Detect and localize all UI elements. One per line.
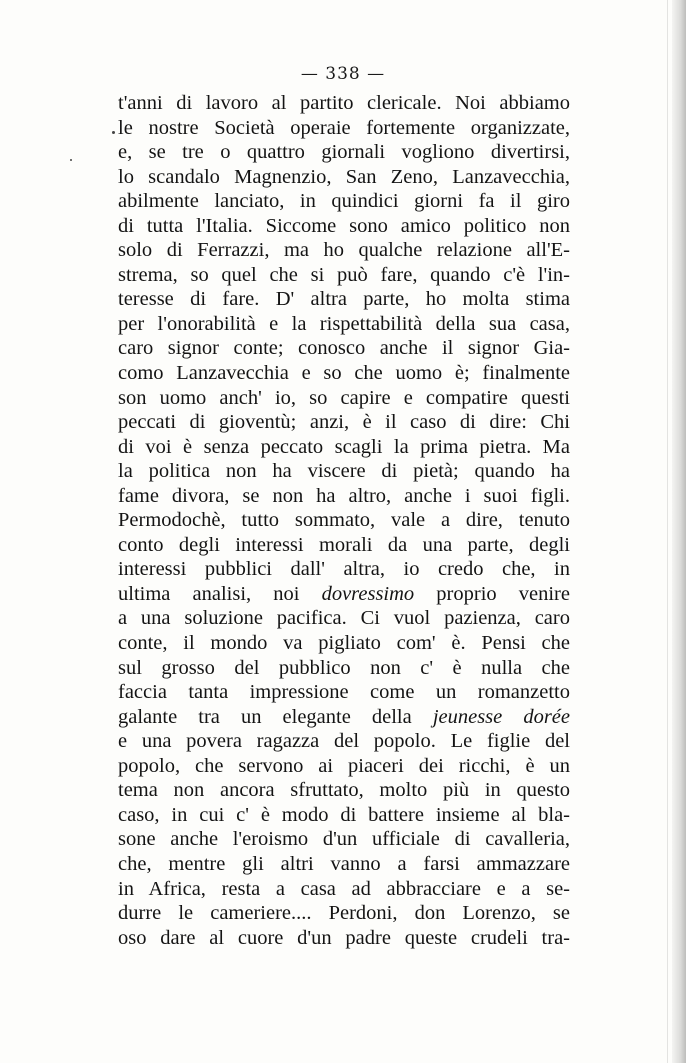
text-segment: son uomo anch' io, so capire e compatire questi bbox=[118, 386, 570, 409]
text-segment: lo scandalo Magnenzio, San Zeno, Lanzavecchia, bbox=[118, 165, 570, 188]
text-line bbox=[118, 214, 570, 239]
text-segment: strema, so quel che si può fare, quando c'è l'in- bbox=[118, 263, 570, 286]
text-line bbox=[118, 680, 570, 705]
text-segment: galante tra un elegante della bbox=[118, 705, 433, 728]
text-segment: solo di Ferrazzi, ma ho qualche relazione all'E- bbox=[118, 239, 570, 262]
text-line bbox=[118, 336, 570, 361]
text-segment: conte, il mondo va pigliato com' è. Pensi che bbox=[118, 632, 570, 655]
text-segment: di tutta l'Italia. Siccome sono amico politico non bbox=[118, 214, 570, 237]
text-segment: caso, in cui c' è modo di battere insieme al bla- bbox=[118, 803, 570, 826]
text-line bbox=[118, 91, 570, 116]
text-segment: che, mentre gli altri vanno a farsi ammazzare bbox=[118, 852, 570, 875]
text-line bbox=[118, 508, 570, 533]
text-line bbox=[118, 484, 570, 509]
text-line bbox=[118, 533, 570, 558]
page-fold-line bbox=[667, 0, 668, 1063]
text-segment: in Africa, resta a casa ad abbracciare e a se- bbox=[118, 877, 570, 900]
text-segment: a una soluzione pacifica. Ci vuol pazienza, caro bbox=[118, 607, 570, 630]
text-line bbox=[118, 803, 570, 828]
body-text bbox=[118, 91, 570, 950]
text-segment: e una povera ragazza del popolo. Le figlie del bbox=[118, 730, 570, 753]
text-segment: peccati di gioventù; anzi, è il caso di dire: Chi bbox=[118, 411, 570, 434]
text-line bbox=[118, 386, 570, 411]
text-segment: faccia tanta impressione come un romanzetto bbox=[118, 681, 570, 704]
ink-speck bbox=[70, 159, 72, 161]
text-segment: fame divora, se non ha altro, anche i suoi figli. bbox=[118, 484, 570, 507]
text-line bbox=[118, 410, 570, 435]
text-segment: ultima analisi, noi bbox=[118, 582, 322, 605]
text-segment: le nostre Società operaie fortemente organizzate, bbox=[118, 116, 570, 139]
text-segment: oso dare al cuore d'un padre queste crudeli tra- bbox=[118, 926, 570, 949]
ink-speck bbox=[112, 131, 115, 134]
text-segment: interessi pubblici dall' altra, io credo che, in bbox=[118, 558, 570, 581]
text-line bbox=[118, 140, 570, 165]
text-line bbox=[118, 459, 570, 484]
text-segment: durre le cameriere.... Perdoni, don Lorenzo, se bbox=[118, 902, 570, 925]
text-segment: sone anche l'eroismo d'un ufficiale di cavalleria, bbox=[118, 828, 570, 851]
text-line bbox=[118, 312, 570, 337]
text-line bbox=[118, 877, 570, 902]
italic-text-segment: dovressimo bbox=[321, 582, 415, 605]
text-segment: teresse di fare. D' altra parte, ho molta stima bbox=[118, 288, 570, 311]
text-line bbox=[118, 705, 570, 730]
text-line bbox=[118, 827, 570, 852]
text-segment: sul grosso del pubblico non c' è nulla che bbox=[118, 656, 570, 679]
text-line bbox=[118, 852, 570, 877]
text-segment: proprio venire bbox=[414, 582, 570, 605]
text-line bbox=[118, 116, 570, 141]
text-line bbox=[118, 656, 570, 681]
page-number: — 338 — bbox=[300, 64, 386, 84]
text-segment: t'anni di lavoro al partito clericale. Noi abbiamo bbox=[118, 92, 570, 114]
text-line bbox=[118, 361, 570, 386]
text-segment: como Lanzavecchia e so che uomo è; finalmente bbox=[118, 362, 570, 385]
text-segment: tema non ancora sfruttato, molto più in questo bbox=[118, 779, 570, 802]
text-segment: conto degli interessi morali da una parte, degli bbox=[118, 533, 570, 556]
page-right-edge bbox=[672, 0, 686, 1063]
text-line bbox=[118, 263, 570, 288]
text-line bbox=[118, 606, 570, 631]
text-segment: abilmente lanciato, in quindici giorni fa il giro bbox=[118, 190, 570, 213]
text-line bbox=[118, 778, 570, 803]
text-line bbox=[118, 926, 570, 951]
text-segment: Permodochè, tutto sommato, vale a dire, tenuto bbox=[118, 509, 570, 532]
text-line bbox=[118, 189, 570, 214]
text-line bbox=[118, 631, 570, 656]
italic-text-segment: jeunesse dorée bbox=[432, 705, 570, 728]
text-segment: popolo, che servono ai piaceri dei ricchi, è un bbox=[118, 754, 570, 777]
text-segment: caro signor conte; conosco anche il signor Gia- bbox=[118, 337, 570, 360]
text-line bbox=[118, 238, 570, 263]
text-line bbox=[118, 729, 570, 754]
text-line bbox=[118, 165, 570, 190]
text-line bbox=[118, 901, 570, 926]
text-line bbox=[118, 557, 570, 582]
text-segment: la politica non ha viscere di pietà; quando ha bbox=[118, 460, 570, 483]
text-segment: per l'onorabilità e la rispettabilità della sua casa, bbox=[118, 312, 570, 335]
text-line bbox=[118, 287, 570, 312]
text-segment: di voi è senza peccato scagli la prima pietra. Ma bbox=[118, 435, 570, 458]
text-line bbox=[118, 582, 570, 607]
text-line bbox=[118, 754, 570, 779]
text-line bbox=[118, 435, 570, 460]
text-segment: e, se tre o quattro giornali vogliono divertirsi, bbox=[118, 141, 570, 164]
